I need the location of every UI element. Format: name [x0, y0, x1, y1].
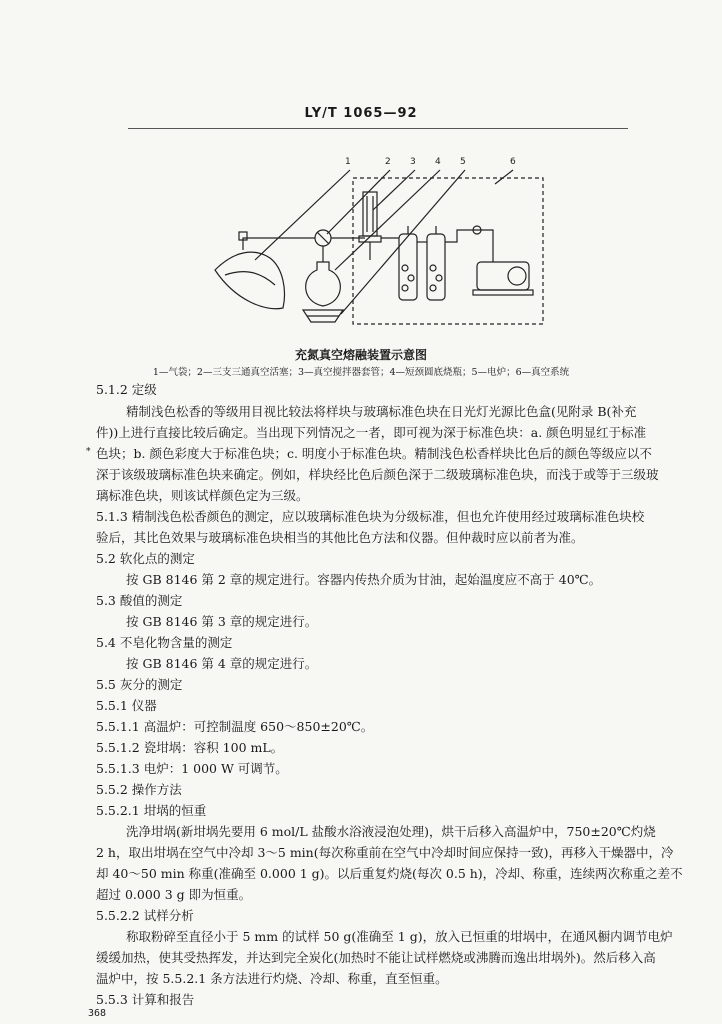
- heading-5-5-2: 5.5.2 操作方法: [96, 782, 182, 797]
- callout-line-4: [335, 170, 440, 270]
- text-line: 深于该级玻璃标准色块来确定。例如，样块经比色后颜色深于二级玻璃标准色块，而浅于或等于三级玻: [96, 467, 659, 482]
- callout-6: 6: [510, 157, 516, 167]
- heading-5-5-3: 5.5.3 计算和报告: [96, 992, 195, 1007]
- heading-5-4: 5.4 不皂化物含量的测定: [96, 635, 233, 650]
- page-header: LY/T 1065—92: [304, 106, 418, 121]
- heading-5-3: 5.3 酸值的测定: [96, 593, 183, 608]
- figure-legend: 1—气袋；2—三支三通真空活塞；3—真空搅拌器套管；4—短颈圆底烧瓶；5—电炉；6—真空系统: [152, 367, 570, 378]
- margin-mark: *: [86, 447, 91, 457]
- text-line: 称取粉碎至直径小于 5 mm 的试样 50 g(准确至 1 g)，放入已恒重的坩埚中，在通风橱内调节电炉: [126, 929, 673, 944]
- stirrer-sleeve-shape: [363, 192, 377, 236]
- callout-line-3: [373, 170, 415, 210]
- gas-tube: [243, 238, 315, 250]
- callout-line-1: [255, 170, 350, 260]
- callout-1: 1: [345, 157, 351, 167]
- text-line: 按 GB 8146 第 2 章的规定进行。容器内传热介质为甘油，起始温度应不高于 40℃。: [126, 572, 602, 587]
- text-line: 温炉中，按 5.5.2.1 条方法进行灼烧、冷却、称重，直至恒重。: [96, 971, 448, 986]
- vacuum-pump-shape: [477, 262, 529, 290]
- gas-bag-shape: [215, 252, 284, 309]
- text-line: 件))上进行直接比较后确定。当出现下列情况之一者，即可视为深于标准色块：a. 颜色明显红于标准: [96, 425, 647, 440]
- apparatus-diagram: [195, 150, 555, 330]
- text-line: 精制浅色松香的等级用目视比较法将样块与玻璃标准色块在日光灯光源比色盒(见附录 B(补充: [126, 404, 637, 419]
- callout-4: 4: [435, 157, 441, 167]
- text-line: 洗净坩埚(新坩埚先要用 6 mol/L 盐酸水浴液浸泡处理)，烘干后移入高温炉中，750±20℃灼烧: [126, 824, 656, 839]
- heading-5-5: 5.5 灰分的测定: [96, 677, 183, 692]
- text-line: 色块；b. 颜色彩度大于标准色块；c. 明度小于标准色块。精制浅色松香样块比色后的颜色等级应以不: [96, 446, 652, 461]
- text-line: 验后，其比色效果与玻璃标准色块相当的其他比色方法和仪器。但仲裁时应以前者为准。: [96, 530, 584, 545]
- text-line: 璃标准色块，则该试样颜色定为三级。: [96, 488, 309, 503]
- item-5-5-1-2: 5.5.1.2 瓷坩埚：容积 100 mL。: [96, 740, 284, 755]
- callout-3: 3: [410, 157, 416, 167]
- heading-5-1-2: 5.1.2 定级: [96, 382, 157, 397]
- heading-5-5-2-2: 5.5.2.2 试样分析: [96, 908, 194, 923]
- heading-5-5-1: 5.5.1 仪器: [96, 698, 157, 713]
- text-line: 缓缓加热，使其受热挥发，并达到完全炭化(加热时不能让试样燃烧或沸腾而逸出坩埚外)。然后移入高: [96, 950, 656, 965]
- callout-2: 2: [385, 157, 391, 167]
- vacuum-system-box: [353, 178, 543, 324]
- text-line: 按 GB 8146 第 3 章的规定进行。: [126, 614, 318, 629]
- heading-5-5-2-1: 5.5.2.1 坩埚的恒重: [96, 803, 207, 818]
- text-line: 2 h，取出坩埚在空气中冷却 3～5 min(每次称重前在空气中冷却时间应保持一致)，再移入干燥器中，冷: [96, 845, 674, 860]
- text-line: 超过 0.000 3 g 即为恒重。: [96, 887, 252, 902]
- flask-shape: [306, 262, 341, 306]
- text-line: 按 GB 8146 第 4 章的规定进行。: [126, 656, 318, 671]
- heading-5-1-3: 5.1.3 精制浅色松香颜色的测定，应以玻璃标准色块为分级标准，但也允许使用经过玻璃标准色块校: [96, 509, 645, 524]
- gas-bag-fold: [225, 272, 275, 285]
- figure-title: 充氮真空熔融装置示意图: [294, 348, 427, 362]
- item-5-5-1-1: 5.5.1.1 高温炉：可控制温度 650～850±20℃。: [96, 719, 374, 734]
- callout-5: 5: [460, 157, 466, 167]
- header-rule: [128, 128, 628, 129]
- page-number: 368: [88, 1008, 107, 1019]
- callout-line-6: [495, 170, 513, 184]
- item-5-5-1-3: 5.5.1.3 电炉：1 000 W 可调节。: [96, 761, 288, 776]
- text-line: 却 40～50 min 称重(准确至 0.000 1 g)。以后重复灼烧(每次 0.5 h)，冷却、称重，连续两次称重之差不: [96, 866, 683, 881]
- heading-5-2: 5.2 软化点的测定: [96, 551, 195, 566]
